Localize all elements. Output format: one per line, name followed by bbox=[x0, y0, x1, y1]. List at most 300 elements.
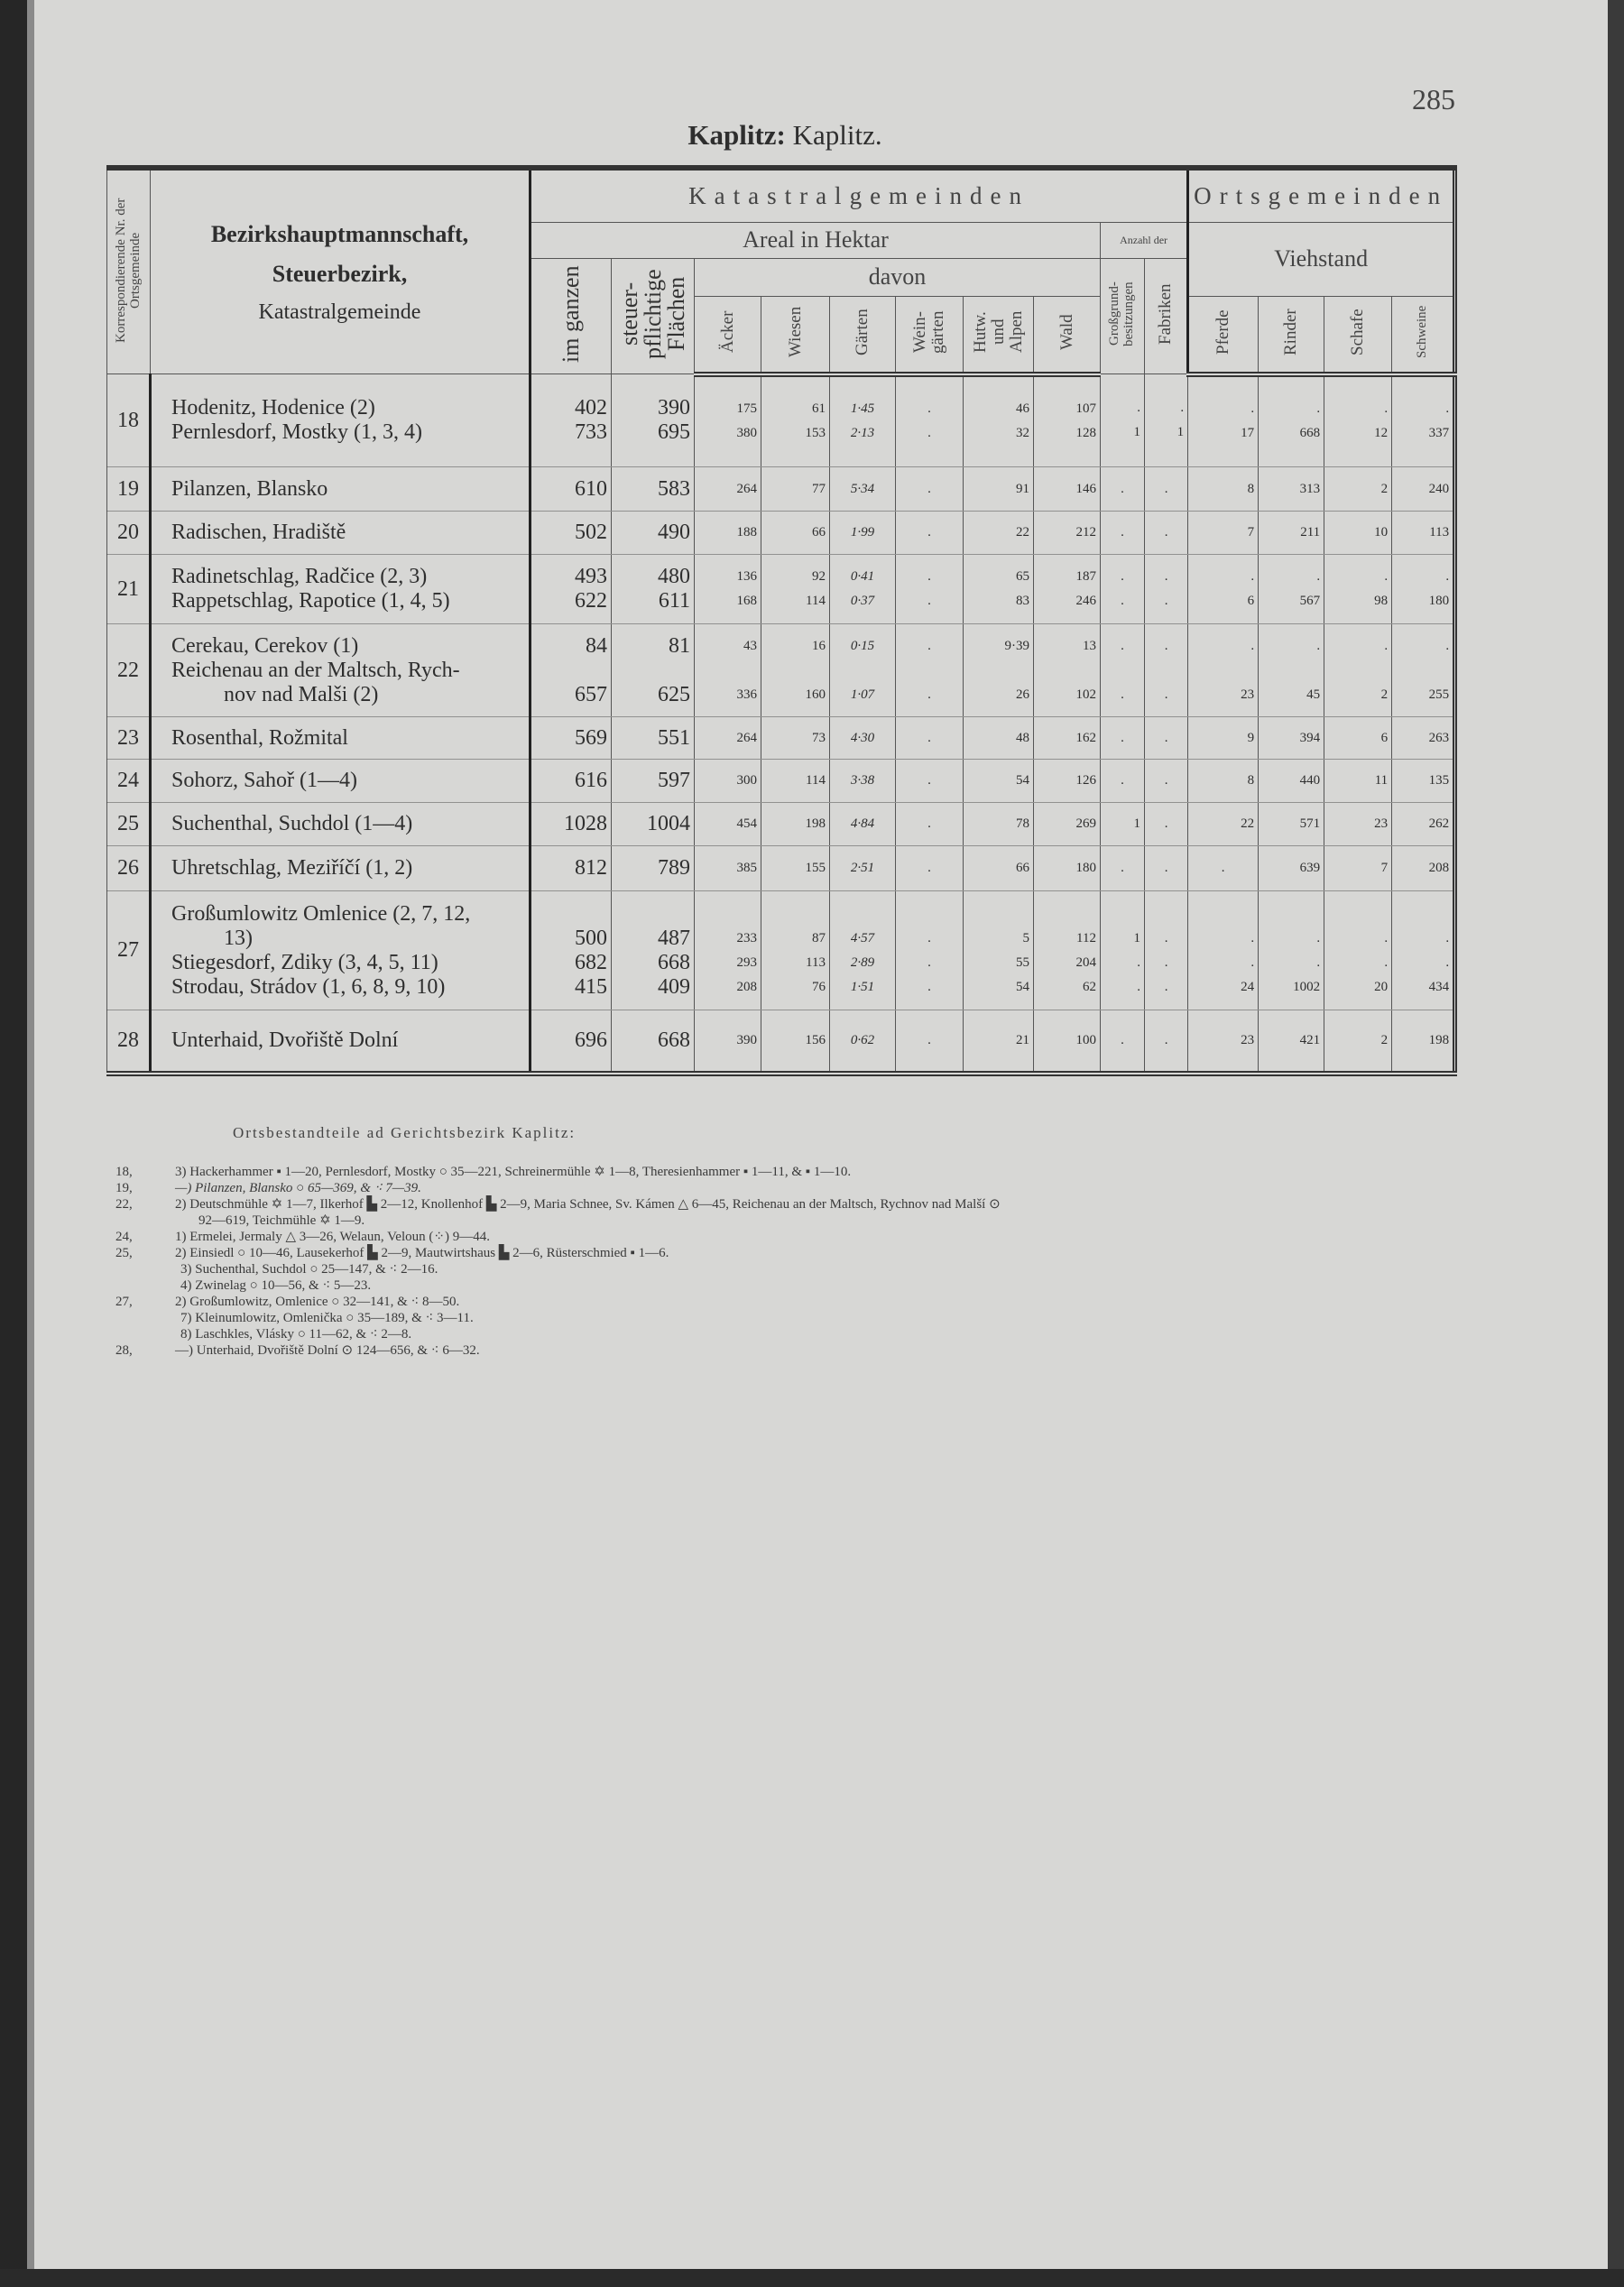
value-wald: 146 bbox=[1075, 481, 1096, 496]
footnote-line: 2) Deutschmühle ✡ 1—7, Ilkerhof ▙ 2—12, Knollenhof ▙ 2—9, Maria Schnee, Sv. Kámen △ 6—45, Reichenau an der Maltsch, Rychnov nad Malší ⊙ bbox=[175, 1197, 1001, 1212]
value-garten: 0·62 bbox=[850, 1032, 875, 1047]
row-number: 18 bbox=[107, 374, 151, 467]
value-hutweide: 48 bbox=[1016, 730, 1029, 745]
header-davon bbox=[695, 258, 1101, 296]
table-row bbox=[107, 717, 1455, 760]
value-hutweide: 65 bbox=[1016, 569, 1029, 584]
value-schweine: 262 bbox=[1428, 816, 1450, 831]
cell-acker bbox=[695, 846, 761, 891]
value-fabriken: . bbox=[1164, 525, 1168, 539]
value-schafe: 98 bbox=[1374, 594, 1389, 608]
header-corr-nr-label: Korrespondierende Nr. der Ortsgemeinde bbox=[113, 197, 143, 343]
cell-steuer bbox=[612, 467, 695, 512]
header-viehstand-label: Viehstand bbox=[1274, 245, 1369, 272]
cell-hutweide bbox=[964, 803, 1034, 846]
table-row bbox=[107, 374, 1455, 467]
cell-schweine bbox=[1392, 512, 1455, 555]
header-orts-label: Ortsgemeinden bbox=[1194, 181, 1449, 209]
value-schafe: 6 bbox=[1380, 730, 1389, 745]
header-acker bbox=[695, 296, 761, 374]
value-weingarten: . bbox=[927, 687, 931, 702]
cell-garten bbox=[830, 467, 896, 512]
row-number: 27 bbox=[107, 891, 151, 1010]
cell-im-ganzen bbox=[531, 803, 612, 846]
table-row bbox=[107, 803, 1455, 846]
cell-fabriken bbox=[1145, 803, 1188, 846]
cell-wald bbox=[1034, 374, 1101, 467]
cell-weingarten bbox=[896, 624, 964, 717]
value-im-ganzen: 616 bbox=[575, 769, 607, 792]
cell-wiesen bbox=[761, 717, 830, 760]
cell-steuer bbox=[612, 1010, 695, 1074]
cell-hutweide bbox=[964, 760, 1034, 803]
value-garten: 4·84 bbox=[850, 816, 875, 831]
cell-garten bbox=[830, 374, 896, 467]
municipality-names bbox=[151, 846, 531, 891]
municipality-names bbox=[151, 555, 531, 624]
value-garten: 4·30 bbox=[850, 730, 875, 745]
value-hutweide: 5 bbox=[1022, 930, 1029, 945]
cell-garten bbox=[830, 891, 896, 1010]
value-fabriken: . bbox=[1164, 730, 1168, 745]
cell-im-ganzen bbox=[531, 374, 612, 467]
value-acker: 385 bbox=[736, 861, 757, 875]
cell-schafe bbox=[1324, 624, 1392, 717]
cell-fabriken bbox=[1145, 717, 1188, 760]
table-row bbox=[107, 846, 1455, 891]
footnote-line: —) Pilanzen, Blansko ○ 65—369, & ⁖ 7—39. bbox=[175, 1181, 421, 1195]
municipality-name: Cerekau, Cerekov (1) bbox=[171, 633, 359, 658]
cell-wald bbox=[1034, 760, 1101, 803]
value-wiesen: 160 bbox=[805, 687, 826, 702]
cell-gross bbox=[1101, 374, 1145, 467]
value-fabriken: . bbox=[1164, 773, 1168, 788]
value-weingarten: . bbox=[927, 569, 931, 584]
footnote-entry bbox=[115, 1229, 1001, 1245]
header-fabriken bbox=[1145, 258, 1188, 374]
cell-wiesen bbox=[761, 374, 830, 467]
value-im-ganzen: 657 bbox=[575, 682, 607, 706]
header-viehstand bbox=[1188, 222, 1455, 296]
cell-fabriken bbox=[1145, 760, 1188, 803]
value-pferde: 23 bbox=[1241, 687, 1255, 702]
value-im-ganzen bbox=[531, 902, 607, 927]
cell-gross bbox=[1101, 760, 1145, 803]
value-schafe: 23 bbox=[1374, 816, 1389, 831]
cell-gross bbox=[1101, 467, 1145, 512]
cell-acker bbox=[695, 1010, 761, 1074]
value-im-ganzen: 502 bbox=[575, 521, 607, 544]
value-pferde: . bbox=[1250, 954, 1255, 970]
cell-hutweide bbox=[964, 624, 1034, 717]
header-wiesen-label: Wiesen bbox=[785, 306, 805, 357]
municipality-names bbox=[151, 717, 531, 760]
value-wald: 102 bbox=[1075, 687, 1096, 702]
cell-hutweide bbox=[964, 467, 1034, 512]
cell-steuer bbox=[612, 891, 695, 1010]
value-schweine: 135 bbox=[1428, 773, 1450, 788]
cell-schafe bbox=[1324, 891, 1392, 1010]
cell-acker bbox=[695, 717, 761, 760]
value-wald: 269 bbox=[1075, 816, 1096, 831]
value-hutweide: 54 bbox=[1016, 979, 1029, 994]
value-garten: 2·51 bbox=[850, 861, 875, 875]
footnote-line: 8) Laschkles, Vlásky ○ 11—62, & ⁖ 2—8. bbox=[180, 1327, 412, 1342]
header-wald-label: Wald bbox=[1057, 313, 1076, 350]
value-wiesen: 114 bbox=[806, 594, 826, 608]
value-weingarten: . bbox=[927, 930, 931, 945]
cell-wald bbox=[1034, 891, 1101, 1010]
cell-fabriken bbox=[1145, 374, 1188, 467]
footnote-entry bbox=[115, 1180, 1001, 1196]
value-fabriken: . bbox=[1164, 861, 1168, 875]
municipality-name: Rappetschlag, Rapotice (1, 4, 5) bbox=[171, 589, 450, 613]
table-body bbox=[107, 374, 1455, 1074]
value-wald: 13 bbox=[1083, 638, 1096, 653]
header-anzahl bbox=[1101, 222, 1188, 258]
cell-im-ganzen bbox=[531, 717, 612, 760]
value-schafe: . bbox=[1384, 930, 1389, 945]
value-fabriken: . bbox=[1164, 816, 1168, 831]
cell-garten bbox=[830, 555, 896, 624]
value-acker: 208 bbox=[736, 979, 757, 994]
cell-schweine bbox=[1392, 717, 1455, 760]
header-garten bbox=[830, 296, 896, 374]
value-acker: 233 bbox=[736, 930, 757, 945]
table-row bbox=[107, 467, 1455, 512]
footnotes-heading: Ortsbestandteile ad Gerichtsbezirk Kaplitz: bbox=[233, 1124, 577, 1141]
value-rinder: 313 bbox=[1299, 481, 1321, 496]
value-rinder: 421 bbox=[1299, 1032, 1321, 1047]
footnote-ref: 18, bbox=[115, 1165, 133, 1179]
row-number: 25 bbox=[107, 803, 151, 846]
value-hutweide: 26 bbox=[1016, 687, 1029, 702]
value-acker: 188 bbox=[736, 525, 757, 539]
municipality-name: Reichenau an der Maltsch, Rych- bbox=[171, 658, 460, 682]
value-gross: 1 bbox=[1133, 930, 1140, 945]
cell-wiesen bbox=[761, 1010, 830, 1074]
header-davon-label: davon bbox=[868, 263, 927, 290]
cell-schweine bbox=[1392, 555, 1455, 624]
value-acker: 380 bbox=[736, 426, 757, 441]
value-rinder: . bbox=[1316, 930, 1321, 945]
cell-wiesen bbox=[761, 891, 830, 1010]
value-garten bbox=[830, 902, 895, 927]
value-gross: . bbox=[1121, 730, 1124, 745]
value-pferde: . bbox=[1250, 638, 1255, 653]
value-pferde bbox=[1188, 902, 1254, 927]
value-rinder: . bbox=[1316, 401, 1321, 417]
cell-steuer bbox=[612, 760, 695, 803]
value-im-ganzen: 569 bbox=[575, 725, 607, 750]
value-schafe: 20 bbox=[1374, 979, 1389, 994]
value-steuer: 789 bbox=[658, 856, 690, 880]
cell-pferde bbox=[1188, 1010, 1259, 1074]
value-rinder: 1002 bbox=[1293, 979, 1321, 994]
value-schweine: . bbox=[1445, 401, 1450, 417]
value-rinder: 571 bbox=[1299, 816, 1321, 831]
cell-rinder bbox=[1259, 512, 1324, 555]
cell-schafe bbox=[1324, 803, 1392, 846]
page-number: 285 bbox=[1412, 83, 1455, 115]
value-steuer bbox=[612, 902, 690, 927]
value-weingarten: . bbox=[927, 773, 931, 788]
municipality-name: Strodau, Strádov (1, 6, 8, 9, 10) bbox=[171, 974, 446, 999]
value-garten: 1·45 bbox=[850, 401, 875, 417]
footnote-entry bbox=[115, 1342, 1001, 1359]
value-wiesen: 61 bbox=[812, 401, 826, 417]
row-number: 20 bbox=[107, 512, 151, 555]
row-number: 22 bbox=[107, 624, 151, 717]
cell-pferde bbox=[1188, 555, 1259, 624]
value-rinder bbox=[1259, 902, 1320, 927]
value-steuer: 695 bbox=[658, 420, 690, 444]
value-gross: 1 bbox=[1133, 816, 1140, 831]
value-acker: 264 bbox=[736, 730, 757, 745]
value-im-ganzen bbox=[531, 659, 607, 683]
value-im-ganzen: 415 bbox=[575, 974, 607, 999]
value-schweine: . bbox=[1445, 569, 1450, 584]
value-wiesen: 73 bbox=[812, 730, 826, 745]
cell-wiesen bbox=[761, 624, 830, 717]
value-schweine: 255 bbox=[1428, 687, 1450, 702]
value-steuer: 668 bbox=[658, 950, 690, 974]
municipality-name: Hodenitz, Hodenice (2) bbox=[171, 396, 375, 420]
cell-schweine bbox=[1392, 467, 1455, 512]
value-acker: 454 bbox=[736, 816, 757, 831]
header-name-line-2: Steuerbezirk, bbox=[272, 260, 408, 287]
cell-schweine bbox=[1392, 374, 1455, 467]
cell-gross bbox=[1101, 891, 1145, 1010]
value-im-ganzen: 682 bbox=[575, 950, 607, 974]
cell-weingarten bbox=[896, 846, 964, 891]
header-schafe-label: Schafe bbox=[1348, 308, 1368, 355]
value-gross: . bbox=[1121, 569, 1124, 584]
value-schweine: 198 bbox=[1428, 1032, 1450, 1047]
value-weingarten bbox=[896, 659, 963, 683]
value-hutweide: 91 bbox=[1016, 481, 1029, 496]
header-rinder-label: Rinder bbox=[1281, 308, 1301, 355]
value-fabriken: . bbox=[1164, 930, 1168, 945]
municipality-name: Pernlesdorf, Mostky (1, 3, 4) bbox=[171, 420, 422, 444]
value-wiesen: 155 bbox=[805, 861, 826, 875]
value-weingarten: . bbox=[927, 861, 931, 875]
value-im-ganzen: 500 bbox=[575, 926, 607, 950]
cell-gross bbox=[1101, 1010, 1145, 1074]
value-pferde: 8 bbox=[1247, 773, 1255, 788]
value-garten: 4·57 bbox=[850, 930, 875, 945]
value-acker bbox=[695, 902, 757, 927]
scan-edge-left bbox=[0, 0, 27, 2287]
header-wald bbox=[1034, 296, 1101, 374]
value-pferde: . bbox=[1250, 569, 1255, 584]
cell-garten bbox=[830, 624, 896, 717]
cell-im-ganzen bbox=[531, 555, 612, 624]
header-garten-label: Gärten bbox=[853, 308, 872, 355]
municipality-names bbox=[151, 1010, 531, 1074]
municipality-name: Großumlowitz Omlenice (2, 7, 12, bbox=[171, 901, 471, 926]
footnote-line: 7) Kleinumlowitz, Omlenička ○ 35—189, & ⁖ 3—11. bbox=[180, 1311, 474, 1325]
header-schafe bbox=[1324, 296, 1392, 374]
cell-hutweide bbox=[964, 891, 1034, 1010]
value-weingarten: . bbox=[927, 481, 931, 496]
value-steuer: 597 bbox=[658, 769, 690, 792]
value-schafe bbox=[1324, 659, 1388, 683]
cell-acker bbox=[695, 624, 761, 717]
cell-schafe bbox=[1324, 1010, 1392, 1074]
value-hutweide: 9·39 bbox=[1004, 638, 1029, 653]
value-rinder: 668 bbox=[1299, 426, 1321, 441]
row-number: 19 bbox=[107, 467, 151, 512]
value-fabriken: 1 bbox=[1176, 425, 1185, 439]
value-hutweide: 32 bbox=[1016, 426, 1029, 441]
title-court-district: Kaplitz. bbox=[792, 119, 882, 151]
value-wald: 204 bbox=[1075, 954, 1096, 970]
header-name bbox=[151, 168, 531, 374]
cell-gross bbox=[1101, 555, 1145, 624]
value-garten: 5·34 bbox=[850, 481, 875, 496]
header-name-line-1: Bezirkshauptmannschaft, bbox=[210, 220, 469, 247]
cell-pferde bbox=[1188, 803, 1259, 846]
value-wald: 62 bbox=[1083, 979, 1096, 994]
cell-pferde bbox=[1188, 374, 1259, 467]
value-wiesen: 198 bbox=[805, 816, 826, 831]
row-number: 21 bbox=[107, 555, 151, 624]
page-title bbox=[0, 119, 1570, 152]
value-weingarten bbox=[896, 902, 963, 927]
value-schafe: 2 bbox=[1380, 1032, 1389, 1047]
value-wiesen: 77 bbox=[812, 481, 826, 496]
value-acker: 175 bbox=[736, 401, 757, 417]
value-hutweide: 21 bbox=[1016, 1032, 1029, 1047]
header-ortsgemeinden bbox=[1188, 168, 1455, 222]
table-row bbox=[107, 1010, 1455, 1074]
cell-gross bbox=[1101, 803, 1145, 846]
cell-weingarten bbox=[896, 374, 964, 467]
value-acker: 168 bbox=[736, 594, 757, 608]
cell-schweine bbox=[1392, 891, 1455, 1010]
value-wiesen: 92 bbox=[812, 569, 826, 584]
cell-rinder bbox=[1259, 1010, 1324, 1074]
cell-weingarten bbox=[896, 467, 964, 512]
cell-wald bbox=[1034, 803, 1101, 846]
footnote-line: 3) Hackerhammer ▪ 1—20, Pernlesdorf, Mostky ○ 35—221, Schreinermühle ✡ 1—8, Theresienhammer ▪ 1—11, & ▪ 1—10. bbox=[175, 1165, 852, 1179]
value-rinder: . bbox=[1316, 638, 1321, 653]
cell-garten bbox=[830, 717, 896, 760]
value-gross: . bbox=[1137, 979, 1140, 994]
value-gross: . bbox=[1121, 1032, 1124, 1047]
footnote-line: —) Unterhaid, Dvořiště Dolní ⊙ 124—656, & ⁖ 6—32. bbox=[175, 1343, 480, 1358]
value-weingarten: . bbox=[927, 426, 931, 441]
value-gross: . bbox=[1137, 954, 1140, 970]
value-hutweide: 66 bbox=[1016, 861, 1029, 875]
value-fabriken: . bbox=[1164, 687, 1168, 702]
header-katastral-label: Katastralgemeinden bbox=[688, 181, 1030, 209]
municipality-name: 13) bbox=[224, 926, 253, 950]
footnote-entry bbox=[115, 1245, 1001, 1294]
cell-schweine bbox=[1392, 760, 1455, 803]
cell-steuer bbox=[612, 555, 695, 624]
value-schweine: 208 bbox=[1428, 861, 1450, 875]
value-weingarten: . bbox=[927, 525, 931, 539]
municipality-name: Radinetschlag, Radčice (2, 3) bbox=[171, 565, 428, 588]
cell-garten bbox=[830, 803, 896, 846]
cell-steuer bbox=[612, 717, 695, 760]
municipality-name: Suchenthal, Suchdol (1—4) bbox=[171, 812, 413, 835]
value-fabriken: . bbox=[1164, 954, 1168, 970]
municipality-names bbox=[151, 760, 531, 803]
value-steuer: 81 bbox=[669, 633, 690, 658]
value-wald: 180 bbox=[1075, 861, 1096, 875]
cell-fabriken bbox=[1145, 555, 1188, 624]
value-im-ganzen: 493 bbox=[575, 565, 607, 588]
header-acker-label: Äcker bbox=[717, 310, 737, 353]
cell-rinder bbox=[1259, 555, 1324, 624]
value-acker: 264 bbox=[736, 481, 757, 496]
value-garten: 0·37 bbox=[850, 594, 875, 608]
cell-fabriken bbox=[1145, 467, 1188, 512]
cell-hutweide bbox=[964, 555, 1034, 624]
value-rinder: 211 bbox=[1300, 525, 1321, 539]
cell-garten bbox=[830, 512, 896, 555]
value-schafe: 12 bbox=[1374, 426, 1389, 441]
cell-wald bbox=[1034, 717, 1101, 760]
value-rinder: 567 bbox=[1299, 594, 1321, 608]
value-wald: 187 bbox=[1075, 569, 1096, 584]
value-gross: 1 bbox=[1133, 425, 1140, 439]
cell-garten bbox=[830, 846, 896, 891]
value-steuer: 668 bbox=[658, 1028, 690, 1052]
value-schweine: . bbox=[1445, 638, 1450, 653]
cell-steuer bbox=[612, 512, 695, 555]
table-row bbox=[107, 555, 1455, 624]
value-schafe: . bbox=[1384, 954, 1389, 970]
cell-garten bbox=[830, 1010, 896, 1074]
value-pferde: 23 bbox=[1241, 1032, 1255, 1047]
footnote-entry bbox=[115, 1164, 1001, 1180]
cell-fabriken bbox=[1145, 512, 1188, 555]
value-schweine: 434 bbox=[1428, 979, 1450, 994]
value-gross: . bbox=[1121, 594, 1124, 608]
footnote-ref: 27, bbox=[115, 1295, 133, 1309]
header-anzahl-label: Anzahl der bbox=[1120, 234, 1168, 246]
footnote-ref: 22, bbox=[115, 1197, 133, 1212]
cell-acker bbox=[695, 374, 761, 467]
footnote-entry bbox=[115, 1196, 1001, 1229]
value-weingarten: . bbox=[927, 401, 931, 417]
cell-schafe bbox=[1324, 846, 1392, 891]
cell-hutweide bbox=[964, 1010, 1034, 1074]
value-im-ganzen: 84 bbox=[586, 633, 607, 658]
value-acker: 336 bbox=[736, 687, 757, 702]
cell-im-ganzen bbox=[531, 467, 612, 512]
cell-weingarten bbox=[896, 803, 964, 846]
cell-fabriken bbox=[1145, 1010, 1188, 1074]
title-district: Kaplitz: bbox=[687, 119, 786, 151]
value-fabriken bbox=[1145, 902, 1187, 927]
value-garten: 0·41 bbox=[850, 569, 875, 584]
value-acker: 293 bbox=[736, 954, 757, 970]
cell-rinder bbox=[1259, 846, 1324, 891]
footnote-line: 2) Einsiedl ○ 10—46, Lausekerhof ▙ 2—9, Mautwirtshaus ▙ 2—6, Rüsterschmied ▪ 1—6. bbox=[175, 1246, 669, 1260]
cell-rinder bbox=[1259, 624, 1324, 717]
value-hutweide: 78 bbox=[1016, 816, 1029, 831]
cell-weingarten bbox=[896, 1010, 964, 1074]
value-wald: 112 bbox=[1076, 930, 1096, 945]
footnotes bbox=[115, 1164, 1001, 1359]
cell-gross bbox=[1101, 624, 1145, 717]
cell-steuer bbox=[612, 374, 695, 467]
